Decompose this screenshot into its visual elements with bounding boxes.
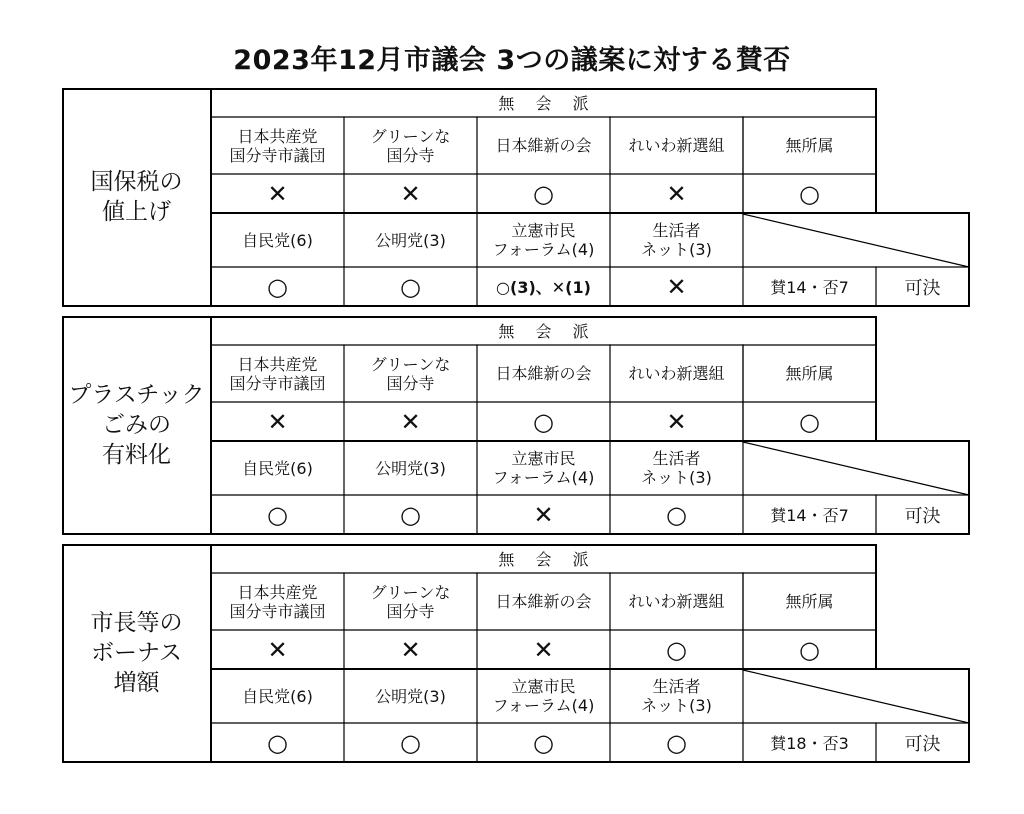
vote-mark: [477, 723, 610, 762]
vote-tally: [743, 267, 876, 306]
party-label-text: 日本共産党 国分寺市議団: [229, 582, 326, 621]
party-label: [743, 345, 876, 402]
vote-mark-text: ○: [666, 635, 687, 664]
vote-mark: [211, 630, 344, 669]
vote-mark: [477, 630, 610, 669]
vote-table: [62, 544, 970, 764]
party-label-text: 自民党(6): [242, 458, 313, 478]
party-label: [344, 117, 477, 174]
vote-mark-text: ✕: [666, 407, 687, 436]
vote-result-text: 可決: [904, 733, 941, 755]
vote-mark: [211, 402, 344, 441]
vote-mark-text: ○: [267, 728, 288, 757]
vote-mark-text: ✕: [267, 407, 288, 436]
party-label-text: 生活者 ネット(3): [641, 677, 712, 715]
party-label-text: 自民党(6): [242, 686, 313, 706]
vote-mark: [344, 630, 477, 669]
vote-mark: [743, 174, 876, 213]
party-label-text: れいわ新選組: [628, 364, 725, 383]
vote-mark: [610, 495, 743, 534]
bill-name: [62, 88, 211, 306]
vote-mark: [477, 402, 610, 441]
group-header: [211, 88, 876, 117]
party-label-text: 生活者 ネット(3): [641, 449, 712, 487]
party-label-text: 無所属: [785, 136, 834, 155]
group-header: [211, 316, 876, 345]
group-header-text: 無 会 派: [498, 94, 597, 113]
vote-mark-text: ○: [533, 728, 554, 757]
vote-mark: [211, 495, 344, 534]
vote-mark-text: ✕: [533, 500, 554, 529]
vote-tally-text: 賛18・否3: [770, 734, 849, 753]
vote-mark-text: ○: [799, 407, 820, 436]
party-label-text: 日本維新の会: [495, 592, 592, 611]
party-label-text: 公明党(3): [375, 458, 446, 478]
party-label: [610, 117, 743, 174]
party-label-text: グリーンな 国分寺: [370, 126, 451, 165]
vote-mark: [610, 723, 743, 762]
vote-mark: [477, 267, 610, 306]
vote-mark: [610, 267, 743, 306]
party-label: [477, 573, 610, 630]
vote-result: [876, 495, 969, 534]
vote-mark: [344, 402, 477, 441]
party-label-text: 無所属: [785, 364, 834, 383]
party-label-text: 日本維新の会: [495, 364, 592, 383]
party-label: [211, 345, 344, 402]
vote-tally: [743, 723, 876, 762]
vote-mark: [743, 402, 876, 441]
bill-name-text: プラスチック ごみの 有料化: [68, 382, 205, 468]
party-label: [743, 573, 876, 630]
vote-mark-text: ✕: [666, 179, 687, 208]
vote-tally-text: 賛14・否7: [770, 278, 849, 297]
vote-result-text: 可決: [904, 505, 941, 527]
vote-mark-text: ○(3)、✕(1): [496, 278, 591, 297]
vote-mark: [344, 495, 477, 534]
vote-mark: [211, 174, 344, 213]
bill-name: [62, 316, 211, 534]
vote-mark-text: ○: [666, 728, 687, 757]
vote-mark: [610, 402, 743, 441]
vote-tally-text: 賛14・否7: [770, 506, 849, 525]
bill-name: [62, 544, 211, 762]
party-label: [477, 669, 610, 723]
vote-mark-text: ○: [533, 179, 554, 208]
vote-result: [876, 267, 969, 306]
vote-mark-text: ○: [400, 272, 421, 301]
party-label: [211, 213, 344, 267]
vote-mark-text: ✕: [267, 179, 288, 208]
vote-table: [62, 88, 970, 308]
party-label: [344, 669, 477, 723]
party-label: [743, 117, 876, 174]
vote-mark: [610, 630, 743, 669]
party-label: [477, 441, 610, 495]
vote-mark-text: ✕: [666, 272, 687, 301]
party-label: [344, 213, 477, 267]
vote-mark: [743, 630, 876, 669]
vote-mark-text: ✕: [400, 635, 421, 664]
vote-mark-text: ✕: [533, 635, 554, 664]
party-label: [211, 669, 344, 723]
vote-mark-text: ○: [267, 272, 288, 301]
party-label: [610, 213, 743, 267]
party-label: [211, 441, 344, 495]
party-label: [610, 345, 743, 402]
party-label-text: 立憲市民 フォーラム(4): [492, 221, 595, 259]
vote-mark: [610, 174, 743, 213]
vote-mark-text: ○: [533, 407, 554, 436]
party-label-text: グリーンな 国分寺: [370, 582, 451, 621]
vote-mark: [344, 723, 477, 762]
vote-result: [876, 723, 969, 762]
party-label-text: れいわ新選組: [628, 136, 725, 155]
party-label-text: グリーンな 国分寺: [370, 354, 451, 393]
vote-mark-text: ✕: [267, 635, 288, 664]
vote-mark-text: ○: [400, 500, 421, 529]
party-label: [211, 573, 344, 630]
party-label-text: 公明党(3): [375, 686, 446, 706]
party-label-text: 公明党(3): [375, 230, 446, 250]
party-label: [477, 345, 610, 402]
party-label: [610, 573, 743, 630]
bill-name-text: 市長等の ボーナス 増額: [90, 610, 183, 696]
vote-mark: [344, 174, 477, 213]
vote-mark-text: ○: [666, 500, 687, 529]
party-label-text: 日本共産党 国分寺市議団: [229, 354, 326, 393]
vote-tally: [743, 495, 876, 534]
group-header: [211, 544, 876, 573]
group-header-text: 無 会 派: [498, 550, 597, 569]
party-label-text: れいわ新選組: [628, 592, 725, 611]
vote-mark: [211, 267, 344, 306]
vote-mark: [211, 723, 344, 762]
party-label: [610, 441, 743, 495]
party-label: [477, 117, 610, 174]
party-label-text: 生活者 ネット(3): [641, 221, 712, 259]
vote-mark-text: ○: [799, 179, 820, 208]
party-label: [477, 213, 610, 267]
party-label: [344, 345, 477, 402]
vote-mark-text: ○: [400, 728, 421, 757]
vote-mark-text: ○: [267, 500, 288, 529]
vote-mark: [344, 267, 477, 306]
vote-mark: [477, 174, 610, 213]
party-label-text: 無所属: [785, 592, 834, 611]
party-label-text: 日本維新の会: [495, 136, 592, 155]
vote-table: [62, 316, 970, 536]
party-label: [610, 669, 743, 723]
party-label-text: 立憲市民 フォーラム(4): [492, 449, 595, 487]
bill-name-text: 国保税の 値上げ: [90, 169, 183, 225]
vote-mark-text: ✕: [400, 179, 421, 208]
vote-mark-text: ○: [799, 635, 820, 664]
party-label-text: 立憲市民 フォーラム(4): [492, 677, 595, 715]
party-label: [211, 117, 344, 174]
party-label: [344, 573, 477, 630]
group-header-text: 無 会 派: [498, 322, 597, 341]
party-label-text: 自民党(6): [242, 230, 313, 250]
page-title: 2023年12月市議会 3つの議案に対する賛否: [233, 45, 791, 76]
vote-mark: [477, 495, 610, 534]
vote-mark-text: ✕: [400, 407, 421, 436]
party-label-text: 日本共産党 国分寺市議団: [229, 126, 326, 165]
party-label: [344, 441, 477, 495]
vote-result-text: 可決: [904, 277, 941, 299]
